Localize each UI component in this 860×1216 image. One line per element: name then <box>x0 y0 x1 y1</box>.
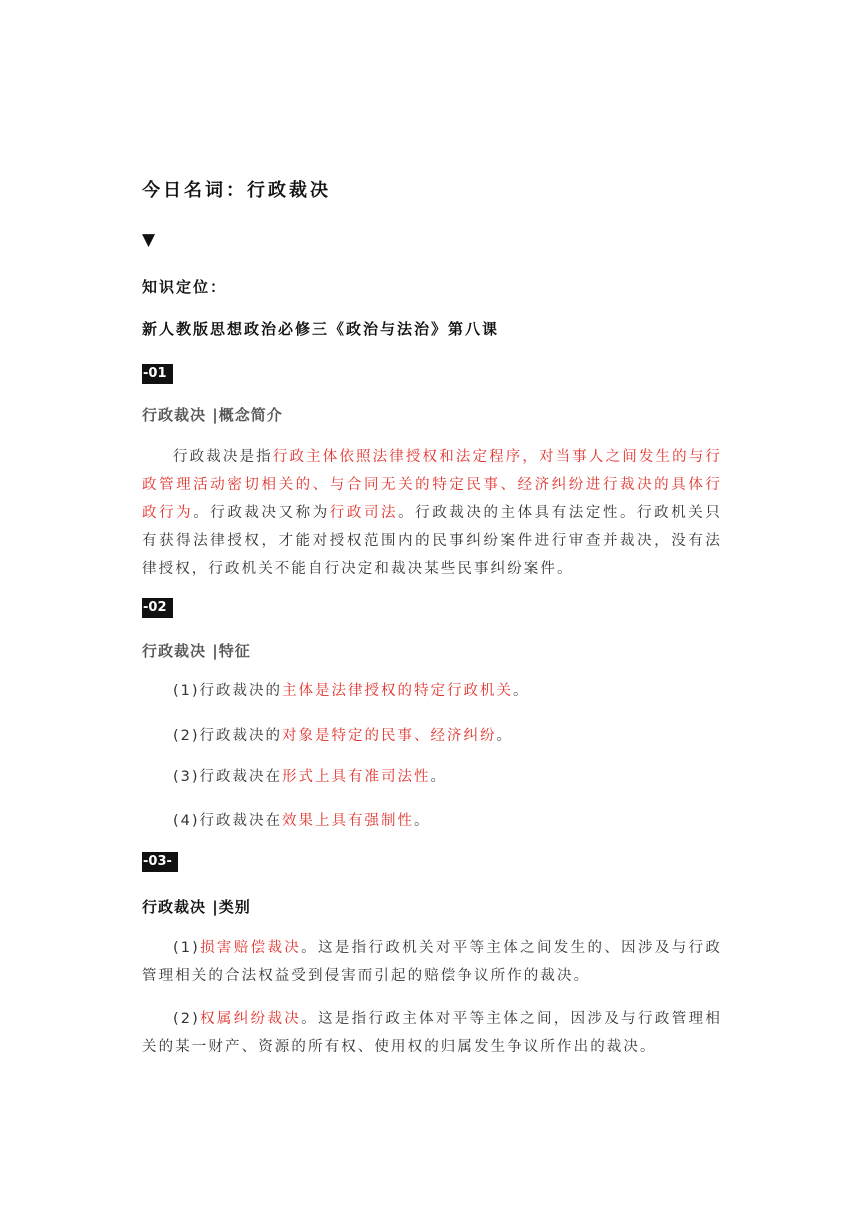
text-run: 。 <box>414 813 431 829</box>
highlight-text: 损害赔偿裁决 <box>199 940 302 956</box>
knowledge-value: 新人教版思想政治必修三《政治与法治》第八课 <box>142 320 500 338</box>
page-title: 今日名词：行政裁决 <box>142 180 331 201</box>
text-run: (3)行政裁决在 <box>173 769 283 785</box>
text-run: 。行政裁决又称为 <box>193 505 330 521</box>
highlight-text: 主体是法律授权的特定行政机关 <box>282 683 514 699</box>
concept-paragraph <box>142 443 722 583</box>
feature-item <box>173 722 513 750</box>
feature-item <box>173 763 447 791</box>
feature-item <box>173 807 431 835</box>
text-run: (2)行政裁决的 <box>173 728 283 744</box>
text-run: 。 <box>513 683 530 699</box>
highlight-text: 行政主体依照法律授权和法定程序，对当事人之间发生的与行政管理活动密切相关的、与合同无关的特定民事、经济纠纷进行裁决的具体行政行为 <box>142 449 722 521</box>
text-run: (4)行政裁决在 <box>173 813 283 829</box>
highlight-text: 形式上具有准司法性 <box>282 769 431 785</box>
text-run: (1)行政裁决的 <box>173 683 283 699</box>
text-run: 。 <box>430 769 448 785</box>
section-badge-03: -03- <box>142 852 178 872</box>
text-run: 。这是指行政机关对平等主体之间发生的、因涉及与行政管理相关的合法权益受到侵害而引起的赔偿争议所作的裁决。 <box>142 940 722 984</box>
type-item <box>142 1005 722 1061</box>
highlight-text: 效果上具有强制性 <box>282 813 415 829</box>
type-item <box>142 934 722 990</box>
section-badge-01: -01 <box>142 364 173 384</box>
text-run: (1) <box>173 940 200 956</box>
highlight-text: 对象是特定的民事、经济纠纷 <box>282 728 497 744</box>
section-heading-features: 行政裁决 |特征 <box>142 642 251 660</box>
section-heading-types: 行政裁决 |类别 <box>142 898 251 916</box>
knowledge-label: 知识定位： <box>142 278 228 296</box>
section-badge-02: -02 <box>142 598 173 618</box>
section-heading-concept: 行政裁决 |概念简介 <box>142 406 283 424</box>
text-run: 。行政裁决的主体具有法定性。行政机关只有获得法律授权，才能对授权范围内的民事纠纷案件进行审查并裁决，没有法律授权，行政机关不能自行决定和裁决某些民事纠纷案件。 <box>142 505 722 577</box>
text-run: 。 <box>496 728 514 744</box>
feature-item <box>173 677 530 705</box>
text-run: (2) <box>173 1011 200 1027</box>
text-run: 行政裁决是指 <box>173 449 273 465</box>
down-triangle-icon: ▼ <box>142 230 156 250</box>
highlight-text: 行政司法 <box>329 505 399 521</box>
highlight-text: 权属纠纷裁决 <box>199 1011 302 1027</box>
text-run: 。这是指行政主体对平等主体之间，因涉及与行政管理相关的某一财产、资源的所有权、使用权的归属发生争议所作出的裁决。 <box>142 1011 722 1055</box>
